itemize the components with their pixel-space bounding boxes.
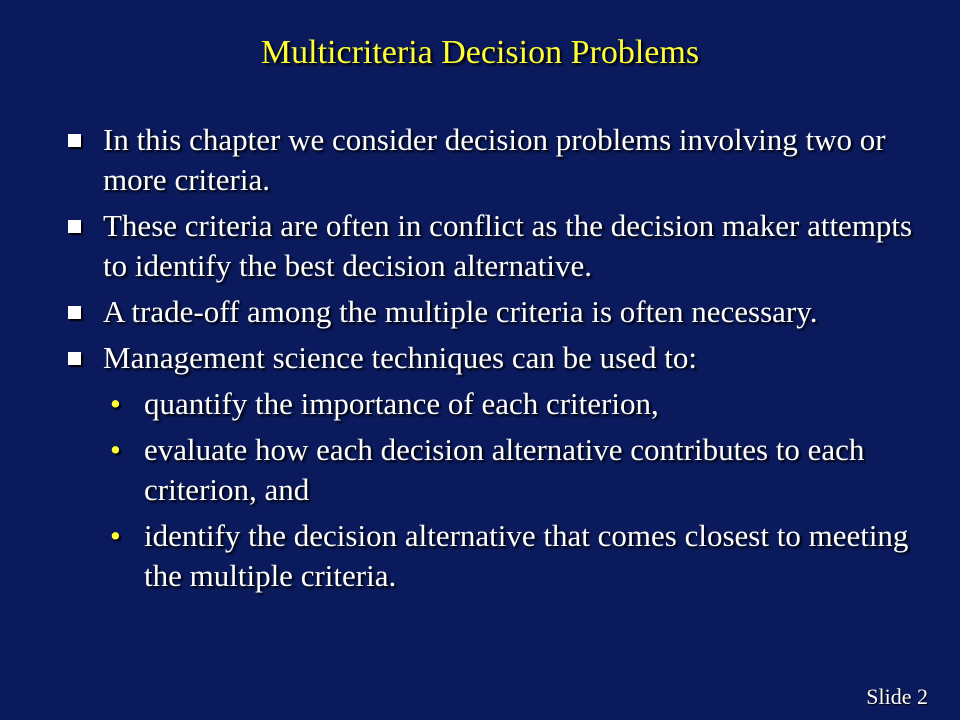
slide-title: Multicriteria Decision Problems <box>260 34 700 71</box>
subbullet-text: evaluate how each decision alternative contributes to each criterion, and <box>144 432 865 507</box>
bullet-item <box>68 120 918 200</box>
slide-number: Slide 2 <box>866 684 928 709</box>
dot-bullet-icon: • <box>110 518 121 553</box>
subbullet-item <box>110 384 918 424</box>
subbullet-text: quantify the importance of each criterion, <box>144 386 659 421</box>
dot-bullet-icon: • <box>110 386 121 421</box>
subbullet-item <box>110 516 918 596</box>
bullet-list <box>68 120 918 602</box>
bullet-text: These criteria are often in conflict as the decision maker attempts to identify the best decision alternative. <box>103 208 913 283</box>
bullet-text: A trade-off among the multiple criteria is often necessary. <box>103 294 818 329</box>
dot-bullet-icon: • <box>110 432 121 467</box>
bullet-item <box>68 338 918 596</box>
square-bullet-icon <box>68 134 81 147</box>
square-bullet-icon <box>68 352 81 365</box>
subbullet-text: identify the decision alternative that comes closest to meeting the multiple criteria. <box>144 518 909 593</box>
subbullet-list <box>103 384 918 596</box>
bullet-item <box>68 206 918 286</box>
square-bullet-icon <box>68 306 81 319</box>
bullet-text: In this chapter we consider decision problems involving two or more criteria. <box>103 122 886 197</box>
square-bullet-icon <box>68 220 81 233</box>
bullet-text: Management science techniques can be used to: <box>103 340 697 375</box>
subbullet-item <box>110 430 918 510</box>
bullet-item <box>68 292 918 332</box>
